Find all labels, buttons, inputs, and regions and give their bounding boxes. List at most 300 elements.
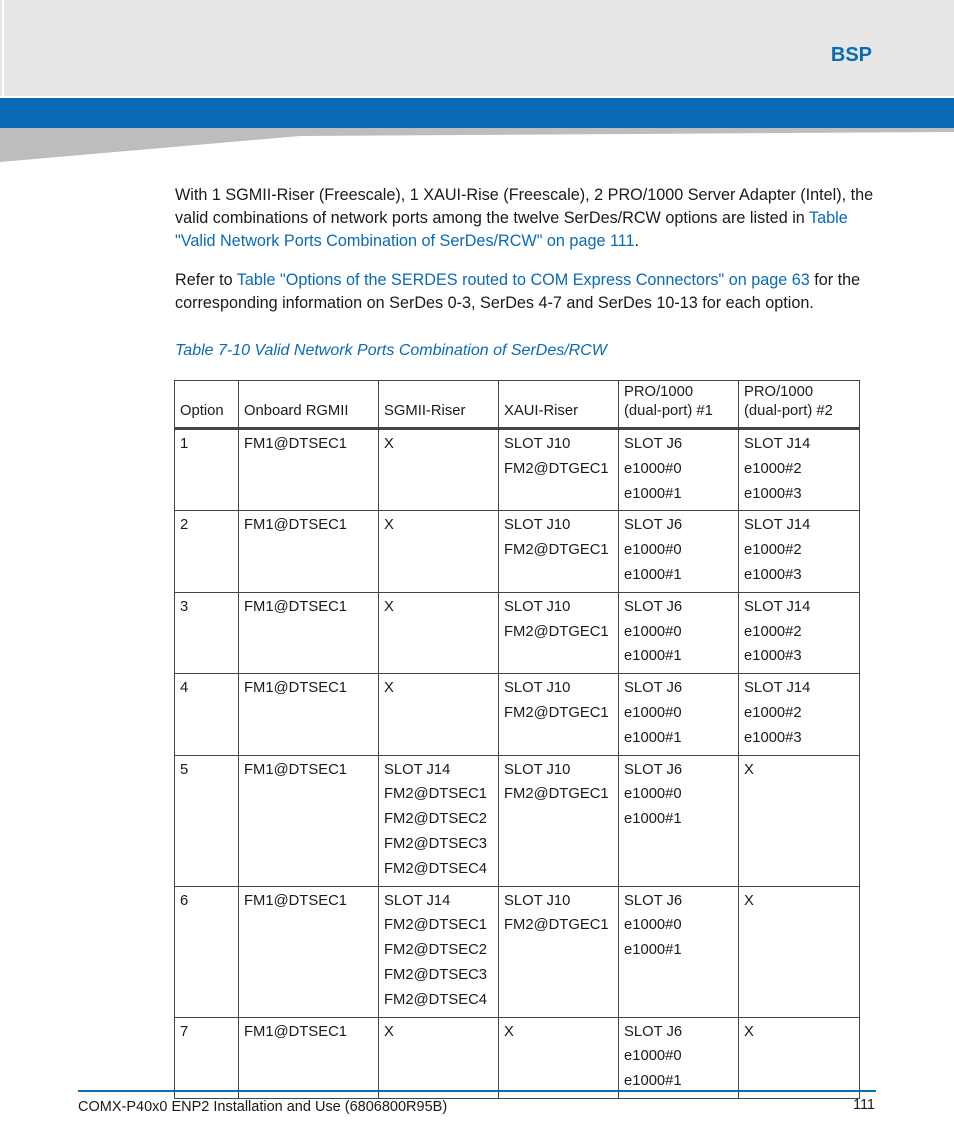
pattern-square xyxy=(484,52,500,66)
pattern-square xyxy=(148,52,164,66)
pattern-square xyxy=(796,4,812,18)
cell-line: X xyxy=(744,761,754,778)
pattern-square xyxy=(364,52,380,66)
table-cell xyxy=(739,511,860,592)
pattern-square xyxy=(244,76,260,90)
cell-line: e1000#1 xyxy=(624,485,682,502)
cell-line: SLOT J14 xyxy=(384,761,451,778)
pattern-square xyxy=(52,28,68,42)
cell-line: X xyxy=(384,1023,394,1040)
pattern-square xyxy=(940,52,954,66)
cell-line: e1000#2 xyxy=(744,542,802,559)
pattern-square xyxy=(436,76,452,90)
pattern-square xyxy=(76,52,92,66)
cell-line: FM2@DTGEC1 xyxy=(504,542,609,559)
pattern-square xyxy=(268,28,284,42)
pattern-square xyxy=(4,52,20,66)
pattern-square xyxy=(316,76,332,90)
pattern-square xyxy=(292,76,308,90)
cell-line: e1000#3 xyxy=(744,729,802,746)
pattern-square xyxy=(916,28,932,42)
pattern-square xyxy=(388,4,404,18)
cell-line: e1000#0 xyxy=(624,704,682,721)
cell-line: FM2@DTGEC1 xyxy=(504,917,609,934)
cell-line: SLOT J6 xyxy=(624,680,683,697)
table-row xyxy=(175,429,860,511)
cell-line: FM1@DTSEC1 xyxy=(244,598,347,615)
pattern-square xyxy=(412,76,428,90)
pattern-square xyxy=(4,4,20,18)
table-cell xyxy=(619,592,739,673)
pattern-square xyxy=(460,52,476,66)
pattern-square xyxy=(316,4,332,18)
pattern-square xyxy=(868,28,884,42)
cell-line: FM2@DTSEC3 xyxy=(384,835,487,852)
table-cell xyxy=(379,886,499,1017)
cell-line: X xyxy=(384,598,394,615)
cell-line: FM2@DTSEC4 xyxy=(384,991,487,1008)
table-row xyxy=(175,674,860,755)
refer-paragraph xyxy=(175,269,875,315)
pattern-square xyxy=(244,28,260,42)
pattern-square xyxy=(148,76,164,90)
table-cell xyxy=(239,429,379,511)
table-cell xyxy=(175,674,239,755)
cell-line: X xyxy=(384,680,394,697)
cell-line: 5 xyxy=(180,761,189,778)
pattern-square xyxy=(292,28,308,42)
column-header: SGMII-Riser xyxy=(379,381,499,429)
pattern-square xyxy=(580,4,596,18)
pattern-square xyxy=(940,76,954,90)
footer-doc-title: COMX-P40x0 ENP2 Installation and Use (6806800R95B) xyxy=(78,1099,448,1115)
pattern-square xyxy=(340,28,356,42)
pattern-square xyxy=(868,76,884,90)
refer-text: Refer to xyxy=(175,271,237,289)
pattern-square xyxy=(772,4,788,18)
pattern-square xyxy=(604,76,620,90)
pattern-square xyxy=(916,4,932,18)
cell-line: FM2@DTSEC1 xyxy=(384,786,487,803)
table-row xyxy=(175,511,860,592)
pattern-square xyxy=(220,28,236,42)
cell-line: e1000#2 xyxy=(744,460,802,477)
pattern-square xyxy=(364,4,380,18)
pattern-square xyxy=(580,52,596,66)
table-cell xyxy=(379,429,499,511)
cell-line: e1000#1 xyxy=(624,566,682,583)
cell-line: SLOT J14 xyxy=(744,680,811,697)
table-cell xyxy=(175,886,239,1017)
table-cell xyxy=(175,755,239,886)
pattern-square xyxy=(340,76,356,90)
pattern-square xyxy=(580,76,596,90)
table-cell xyxy=(239,511,379,592)
pattern-square xyxy=(4,76,20,90)
cell-line: e1000#3 xyxy=(744,648,802,665)
table-cell xyxy=(739,674,860,755)
pattern-square xyxy=(796,52,812,66)
pattern-square xyxy=(220,76,236,90)
table-cell xyxy=(379,674,499,755)
cell-line: e1000#0 xyxy=(624,460,682,477)
pattern-square xyxy=(436,28,452,42)
pattern-square xyxy=(412,4,428,18)
pattern-square xyxy=(508,52,524,66)
table-header-row xyxy=(175,381,860,429)
pattern-square xyxy=(820,4,836,18)
pattern-square xyxy=(52,4,68,18)
pattern-square xyxy=(268,4,284,18)
pattern-square xyxy=(124,4,140,18)
cell-line: FM2@DTSEC1 xyxy=(384,917,487,934)
column-header: PRO/1000 (dual-port) #1 xyxy=(619,381,739,429)
cell-line: SLOT J10 xyxy=(504,517,571,534)
pattern-square xyxy=(652,52,668,66)
pattern-square xyxy=(700,4,716,18)
refer-end: for the corresponding information on SerDes 0-3, SerDes 4-7 and SerDes 10-13 for each option. xyxy=(175,271,861,312)
pattern-square xyxy=(100,28,116,42)
table-cell xyxy=(239,755,379,886)
pattern-square xyxy=(52,76,68,90)
pattern-square xyxy=(748,28,764,42)
cell-line: e1000#2 xyxy=(744,623,802,640)
cell-line: SLOT J10 xyxy=(504,892,571,909)
cell-line: FM1@DTSEC1 xyxy=(244,436,347,452)
cell-line: FM2@DTGEC1 xyxy=(504,786,609,803)
table-cell xyxy=(379,1017,499,1098)
cell-line: SLOT J6 xyxy=(624,1023,683,1040)
pattern-square xyxy=(148,4,164,18)
table-cell xyxy=(379,592,499,673)
table-cell xyxy=(379,511,499,592)
pattern-square xyxy=(196,52,212,66)
pattern-square xyxy=(508,28,524,42)
cell-line: FM2@DTGEC1 xyxy=(504,460,609,477)
pattern-square xyxy=(796,28,812,42)
pattern-square xyxy=(244,4,260,18)
pattern-square xyxy=(436,52,452,66)
cell-line: e1000#1 xyxy=(624,729,682,746)
cell-line: SLOT J6 xyxy=(624,598,683,615)
pattern-square xyxy=(28,52,44,66)
cell-line: FM2@DTGEC1 xyxy=(504,704,609,721)
pattern-square xyxy=(172,4,188,18)
table-row xyxy=(175,755,860,886)
cell-line: FM1@DTSEC1 xyxy=(244,517,347,534)
pattern-square xyxy=(748,52,764,66)
pattern-square xyxy=(724,4,740,18)
cell-line: 4 xyxy=(180,680,189,697)
cell-line: e1000#3 xyxy=(744,566,802,583)
pattern-square xyxy=(196,4,212,18)
intro-text: With 1 SGMII-Riser (Freescale), 1 XAUI-Rise (Freescale), 2 PRO/1000 Server Adapter (Intel), the valid combinations of network ports among the twelve SerDes/RCW options are listed in xyxy=(175,186,874,227)
pattern-square xyxy=(700,52,716,66)
pattern-square xyxy=(124,52,140,66)
pattern-square xyxy=(652,76,668,90)
header-pattern xyxy=(0,0,954,96)
intro-paragraph xyxy=(175,184,875,253)
cell-line: SLOT J6 xyxy=(624,761,683,778)
pattern-square xyxy=(628,4,644,18)
cell-line: e1000#2 xyxy=(744,704,802,721)
cell-line: X xyxy=(744,1023,754,1040)
cell-line: SLOT J10 xyxy=(504,761,571,778)
table-cell xyxy=(175,1017,239,1098)
pattern-square xyxy=(28,4,44,18)
table-cell xyxy=(239,886,379,1017)
pattern-square xyxy=(52,52,68,66)
pattern-square xyxy=(340,4,356,18)
pattern-square xyxy=(532,4,548,18)
cell-line: X xyxy=(744,892,754,909)
table-cell xyxy=(619,755,739,886)
pattern-square xyxy=(28,28,44,42)
pattern-square xyxy=(820,28,836,42)
table-cell xyxy=(619,674,739,755)
pattern-square xyxy=(844,76,860,90)
table-caption: Table 7-10 Valid Network Ports Combination of SerDes/RCW xyxy=(175,342,607,359)
pattern-square xyxy=(76,28,92,42)
table-cell xyxy=(499,511,619,592)
table-cell xyxy=(175,511,239,592)
cell-line: 1 xyxy=(180,436,189,452)
pattern-square xyxy=(148,28,164,42)
cell-line: FM2@DTSEC2 xyxy=(384,811,487,828)
cell-line: e1000#0 xyxy=(624,542,682,559)
pattern-square xyxy=(100,52,116,66)
cell-line: SLOT J14 xyxy=(744,598,811,615)
pattern-square xyxy=(76,76,92,90)
pattern-square xyxy=(124,76,140,90)
pattern-square xyxy=(268,76,284,90)
cell-line: e1000#0 xyxy=(624,917,682,934)
cell-line: FM1@DTSEC1 xyxy=(244,1023,347,1040)
pattern-square xyxy=(820,76,836,90)
table-cell xyxy=(379,755,499,886)
table-cell xyxy=(739,592,860,673)
pattern-square xyxy=(220,52,236,66)
table-row xyxy=(175,886,860,1017)
cell-line: SLOT J10 xyxy=(504,680,571,697)
pattern-square xyxy=(748,76,764,90)
pattern-square xyxy=(652,28,668,42)
cell-line: SLOT J6 xyxy=(624,517,683,534)
table-row xyxy=(175,1017,860,1098)
pattern-square xyxy=(532,28,548,42)
cell-line: e1000#1 xyxy=(624,648,682,665)
pattern-square xyxy=(940,4,954,18)
cell-line: FM1@DTSEC1 xyxy=(244,680,347,697)
table-cell xyxy=(739,1017,860,1098)
pattern-square xyxy=(484,28,500,42)
pattern-square xyxy=(292,4,308,18)
pattern-square xyxy=(628,76,644,90)
column-header: XAUI-Riser xyxy=(499,381,619,429)
pattern-square xyxy=(100,76,116,90)
pattern-square xyxy=(772,28,788,42)
cell-line: FM2@DTSEC3 xyxy=(384,966,487,983)
column-header: Option xyxy=(175,381,239,429)
footer-page-number: 111 xyxy=(852,1097,875,1113)
pattern-square xyxy=(196,28,212,42)
pattern-square xyxy=(388,76,404,90)
table-cell xyxy=(239,674,379,755)
pattern-square xyxy=(292,52,308,66)
pattern-square xyxy=(772,76,788,90)
pattern-square xyxy=(604,4,620,18)
cell-line: SLOT J6 xyxy=(624,892,683,909)
table-cell xyxy=(499,674,619,755)
pattern-square xyxy=(532,76,548,90)
cell-line: SLOT J14 xyxy=(384,892,451,909)
body-text xyxy=(175,184,875,331)
pattern-square xyxy=(892,4,908,18)
pattern-square xyxy=(460,28,476,42)
table-cell xyxy=(239,1017,379,1098)
cell-line: 6 xyxy=(180,892,189,909)
cell-line: SLOT J10 xyxy=(504,598,571,615)
pattern-square xyxy=(892,76,908,90)
pattern-square xyxy=(700,76,716,90)
cell-line: FM2@DTSEC4 xyxy=(384,860,487,877)
table-cell xyxy=(619,886,739,1017)
pattern-square xyxy=(388,52,404,66)
pattern-square xyxy=(940,28,954,42)
cell-line: FM1@DTSEC1 xyxy=(244,892,347,909)
cell-line: SLOT J6 xyxy=(624,436,683,452)
pattern-square xyxy=(724,52,740,66)
pattern-square xyxy=(556,52,572,66)
pattern-square xyxy=(460,4,476,18)
section-title: BSP xyxy=(830,44,872,66)
pattern-square xyxy=(172,28,188,42)
table-link[interactable]: Table "Valid Network Ports Combination of SerDes/RCW" on page 111 xyxy=(175,209,848,250)
table-cell xyxy=(499,429,619,511)
pattern-square xyxy=(724,28,740,42)
cell-line: 7 xyxy=(180,1023,189,1040)
pattern-square xyxy=(580,28,596,42)
pattern-square xyxy=(460,76,476,90)
cell-line: e1000#1 xyxy=(624,1073,682,1090)
pattern-square xyxy=(340,52,356,66)
pattern-square xyxy=(868,4,884,18)
table-cell xyxy=(499,592,619,673)
table-cell xyxy=(499,1017,619,1098)
pattern-square xyxy=(652,4,668,18)
pattern-square xyxy=(556,4,572,18)
pattern-square xyxy=(604,28,620,42)
table-cell xyxy=(175,592,239,673)
pattern-square xyxy=(844,4,860,18)
pattern-square xyxy=(604,52,620,66)
pattern-square xyxy=(724,76,740,90)
table-cell xyxy=(239,592,379,673)
options-table-link[interactable]: Table "Options of the SERDES routed to COM Express Connectors" on page 63 xyxy=(236,271,810,289)
cell-line: X xyxy=(384,517,394,534)
cell-line: e1000#0 xyxy=(624,786,682,803)
table-cell xyxy=(739,755,860,886)
pattern-square xyxy=(4,28,20,42)
pattern-square xyxy=(916,52,932,66)
cell-line: SLOT J10 xyxy=(504,436,571,452)
table-row xyxy=(175,592,860,673)
table-body xyxy=(175,429,860,1099)
pattern-square xyxy=(508,76,524,90)
pattern-square xyxy=(772,52,788,66)
pattern-square xyxy=(172,76,188,90)
cell-line: 2 xyxy=(180,517,189,534)
intro-end: . xyxy=(634,232,640,250)
pattern-square xyxy=(916,76,932,90)
table-cell xyxy=(619,429,739,511)
cell-line: e1000#1 xyxy=(624,942,682,959)
pattern-square xyxy=(676,52,692,66)
cell-line: X xyxy=(504,1023,514,1040)
pattern-square xyxy=(316,28,332,42)
cell-line: e1000#0 xyxy=(624,623,682,640)
pattern-square xyxy=(676,28,692,42)
pattern-square xyxy=(436,4,452,18)
pattern-square xyxy=(676,76,692,90)
table-cell xyxy=(739,886,860,1017)
pattern-square xyxy=(628,28,644,42)
header-blue-bar xyxy=(0,98,954,128)
pattern-square xyxy=(484,4,500,18)
pattern-square xyxy=(700,28,716,42)
pattern-square xyxy=(172,52,188,66)
cell-line: X xyxy=(384,436,394,452)
footer-divider xyxy=(78,1090,876,1092)
pattern-square xyxy=(412,52,428,66)
table-cell xyxy=(619,1017,739,1098)
pattern-square xyxy=(892,52,908,66)
table-cell xyxy=(619,511,739,592)
table-cell xyxy=(175,429,239,511)
pattern-square xyxy=(796,76,812,90)
pattern-square xyxy=(508,4,524,18)
pattern-square xyxy=(532,52,548,66)
header-grey-swoosh xyxy=(0,128,954,162)
cell-line: FM2@DTSEC2 xyxy=(384,942,487,959)
cell-line: e1000#0 xyxy=(624,1048,682,1065)
pattern-square xyxy=(28,76,44,90)
cell-line: FM2@DTGEC1 xyxy=(504,623,609,640)
pattern-square xyxy=(628,52,644,66)
pattern-square xyxy=(244,52,260,66)
table-cell xyxy=(739,429,860,511)
pattern-square xyxy=(124,28,140,42)
pattern-square xyxy=(892,28,908,42)
cell-line: 3 xyxy=(180,598,189,615)
pattern-square xyxy=(556,76,572,90)
network-ports-table xyxy=(174,380,860,1099)
column-header: Onboard RGMII xyxy=(239,381,379,429)
column-header: PRO/1000 (dual-port) #2 xyxy=(739,381,860,429)
pattern-square xyxy=(676,4,692,18)
cell-line: SLOT J14 xyxy=(744,436,811,452)
cell-line: e1000#1 xyxy=(624,811,682,828)
pattern-square xyxy=(484,76,500,90)
pattern-square xyxy=(748,4,764,18)
cell-line: FM1@DTSEC1 xyxy=(244,761,347,778)
pattern-square xyxy=(388,28,404,42)
pattern-square xyxy=(220,4,236,18)
pattern-square xyxy=(412,28,428,42)
pattern-square xyxy=(364,28,380,42)
pattern-square xyxy=(364,76,380,90)
pattern-square xyxy=(844,28,860,42)
